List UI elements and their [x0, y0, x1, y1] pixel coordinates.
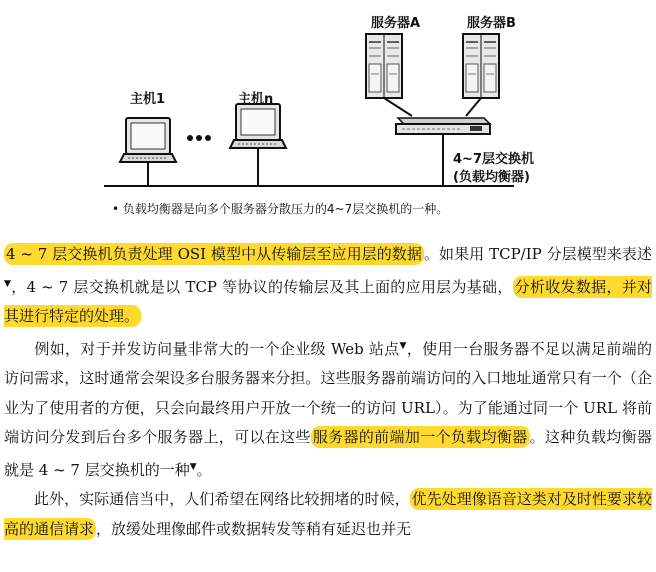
- footnote-marker: ▼: [189, 461, 197, 472]
- network-diagram: [0, 0, 656, 232]
- load-balancer-switch-icon: [396, 118, 490, 134]
- highlight-priority-voice: 优先处理像语音这类对及时性要求较高的通信请求: [4, 490, 652, 538]
- server-b-label: 服务器B: [467, 16, 516, 31]
- ellipsis-dot: [187, 135, 193, 141]
- body-text: [4, 240, 652, 544]
- server-a-label: 服务器A: [371, 16, 421, 31]
- paragraph-text: 例如，对于并发访问量非常大的一个企业级 Web 站点: [34, 339, 400, 358]
- highlight-load-balancer: 服务器的前端加一个负载均衡器: [312, 428, 528, 446]
- paragraph-1: [4, 240, 652, 332]
- paragraph-3: [4, 485, 652, 544]
- host-n-laptop-icon: [230, 104, 286, 148]
- host-n-label: 主机n: [238, 92, 274, 107]
- host-1-laptop-icon: [120, 118, 176, 162]
- paragraph-text: 此外，实际通信当中，人们希望在网络比较拥堵的时候，: [34, 490, 410, 508]
- highlight-analyze-data: 分析收发数据，并对其进行特定的处理。: [4, 277, 652, 325]
- paragraph-text: 。: [196, 460, 212, 479]
- footnote-marker: ▼: [4, 278, 12, 289]
- paragraph-text: ，放缓处理像邮件或数据转发等稍有延迟也并无: [96, 519, 412, 538]
- footnote-marker: ▼: [399, 340, 407, 351]
- paragraph-text: 。这种负载均衡器就是 4 ~ 7 层交换机的一种: [4, 428, 652, 479]
- host-1-label: 主机1: [130, 92, 166, 107]
- server-b-icon: [463, 34, 499, 98]
- server-a-icon: [366, 34, 402, 98]
- ellipsis-dot: [196, 135, 202, 141]
- paragraph-2: [4, 332, 652, 486]
- highlight-osi-layers: 4 ~ 7 层交换机负责处理 OSI 模型中从传输层至应用层的数据: [6, 245, 422, 263]
- switch-label: 4~7层交换机: [453, 152, 534, 167]
- paragraph-text: 。如果用 TCP/IP 分层模型来表述: [423, 245, 653, 263]
- paragraph-text: ，4 ~ 7 层交换机就是以 TCP 等协议的传输层及其上面的应用层为基础，: [11, 277, 513, 296]
- ellipsis-dot: [205, 135, 211, 141]
- switch-sublabel: (负载均衡器): [453, 170, 530, 185]
- figure-caption: • 负载均衡器是向多个服务器分散压力的4~7层交换机的一种。: [112, 202, 449, 216]
- network-figure: [0, 0, 656, 232]
- paragraph-text: ，使用一台服务器不足以满足前端的访问需求，这时通常会架设多台服务器来分担。这些服务器前端访问的入口地址通常只有一个（企业为了使用者的方便，只会向最终用户开放一个统一的访问 URL）。为了能通过同一个 URL 将前端访问分发到后台多个服务器上，可以在这些: [4, 339, 653, 446]
